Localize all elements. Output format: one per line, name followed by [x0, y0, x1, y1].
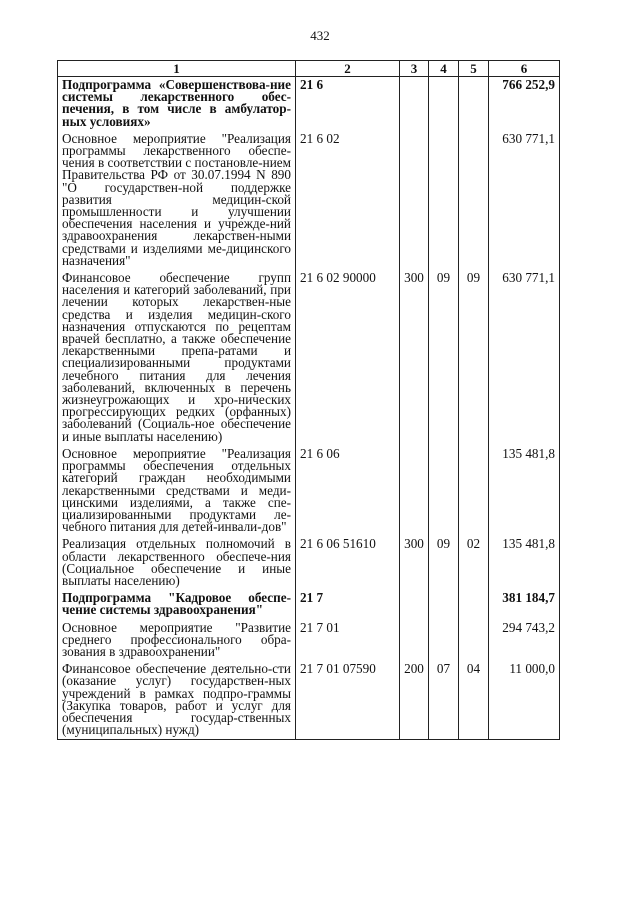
row-amount-cell: 294 743,2 [489, 620, 560, 662]
row-section-cell [429, 590, 459, 619]
row-section-cell: 09 [429, 536, 459, 590]
row-section-cell [429, 446, 459, 536]
table-row [58, 77, 560, 131]
row-name-cell: Основное мероприятие "Реализация программы лекарственного обеспе-чения в соответствии с постановле-нием Правительства РФ от 30.07.1994 N 890 "О государствен-ной поддержке развития медицин-ской промышленности и улучшении обеспечения населения и учрежде-ний здравоохранения лекарствен-ными средствами и изделиями ме-дицинского назначения" [58, 131, 296, 270]
row-subsection-cell [459, 131, 489, 270]
row-code-cell: 21 7 01 [296, 620, 400, 662]
row-name-cell: Реализация отдельных полномочий в области лекарственного обеспече-ния (Социальное обеспечение и иные выплаты населению) [58, 536, 296, 590]
row-name-cell: Подпрограмма "Кадровое обеспе-чение системы здравоохранения" [58, 590, 296, 619]
column-header: 2 [296, 61, 400, 77]
table-row [58, 620, 560, 662]
row-type-cell: 300 [400, 536, 429, 590]
table-row [58, 536, 560, 590]
row-subsection-cell [459, 446, 489, 536]
row-amount-cell: 135 481,8 [489, 536, 560, 590]
column-header: 6 [489, 61, 560, 77]
row-amount-cell: 630 771,1 [489, 270, 560, 446]
row-subsection-cell: 04 [459, 661, 489, 740]
row-type-cell [400, 620, 429, 662]
row-section-cell [429, 620, 459, 662]
row-section-cell: 07 [429, 661, 459, 740]
row-code-cell: 21 6 06 51610 [296, 536, 400, 590]
row-amount-cell: 766 252,9 [489, 77, 560, 131]
row-section-cell: 09 [429, 270, 459, 446]
row-name-cell: Основное мероприятие "Развитие среднего профессионального обра-зования в здравоохранении" [58, 620, 296, 662]
column-header: 4 [429, 61, 459, 77]
column-header: 1 [58, 61, 296, 77]
row-amount-cell: 135 481,8 [489, 446, 560, 536]
row-code-cell: 21 6 [296, 77, 400, 131]
row-type-cell [400, 590, 429, 619]
table-row [58, 270, 560, 446]
row-section-cell [429, 77, 459, 131]
column-header: 3 [400, 61, 429, 77]
row-section-cell [429, 131, 459, 270]
row-type-cell [400, 446, 429, 536]
table-row [58, 446, 560, 536]
table-row [58, 131, 560, 270]
row-code-cell: 21 6 02 [296, 131, 400, 270]
row-subsection-cell: 02 [459, 536, 489, 590]
table-header [58, 61, 560, 77]
row-code-cell: 21 6 02 90000 [296, 270, 400, 446]
row-subsection-cell: 09 [459, 270, 489, 446]
row-amount-cell: 630 771,1 [489, 131, 560, 270]
row-amount-cell: 11 000,0 [489, 661, 560, 740]
row-name-cell: Финансовое обеспечение деятельно-сти (оказание услуг) государствен-ных учреждений в рамках подпро-граммы (Закупка товаров, работ и услуг для обеспечения государ-ственных (муниципальных) нужд) [58, 661, 296, 740]
table-row [58, 661, 560, 740]
row-type-cell [400, 77, 429, 131]
row-subsection-cell [459, 620, 489, 662]
row-subsection-cell [459, 77, 489, 131]
header-row [58, 61, 560, 77]
row-name-cell: Основное мероприятие "Реализация программы обеспечения отдельных категорий граждан необходимыми лекарственными средствами и меди-цинскими изделиями, а также спе-циализированными продуктами ле-чебного питания для детей-инвали-дов" [58, 446, 296, 536]
row-code-cell: 21 6 06 [296, 446, 400, 536]
row-subsection-cell [459, 590, 489, 619]
table-body [58, 77, 560, 740]
row-name-cell: Подпрограмма «Совершенствова-ние системы лекарственного обес-печения, в том числе в амбулатор-ных условиях» [58, 77, 296, 131]
column-header: 5 [459, 61, 489, 77]
row-code-cell: 21 7 [296, 590, 400, 619]
row-type-cell: 200 [400, 661, 429, 740]
row-code-cell: 21 7 01 07590 [296, 661, 400, 740]
table-row [58, 590, 560, 619]
page-number: 432 [310, 28, 330, 43]
row-type-cell: 300 [400, 270, 429, 446]
row-type-cell [400, 131, 429, 270]
row-name-cell: Финансовое обеспечение групп населения и категорий заболеваний, при лечении которых лекарствен-ные средства и изделия медицин-ского назначения отпускаются по рецептам врачей бесплатно, а также обеспечение лекарственными препа-ратами и специализированными продуктами лечебного питания для лечения заболеваний, включенных в перечень жизнеугрожающих и хро-нических прогрессирующих редких (орфанных) заболеваний (Социаль-ное обеспечение и иные выплаты населению) [58, 270, 296, 446]
budget-table [57, 60, 560, 740]
row-amount-cell: 381 184,7 [489, 590, 560, 619]
